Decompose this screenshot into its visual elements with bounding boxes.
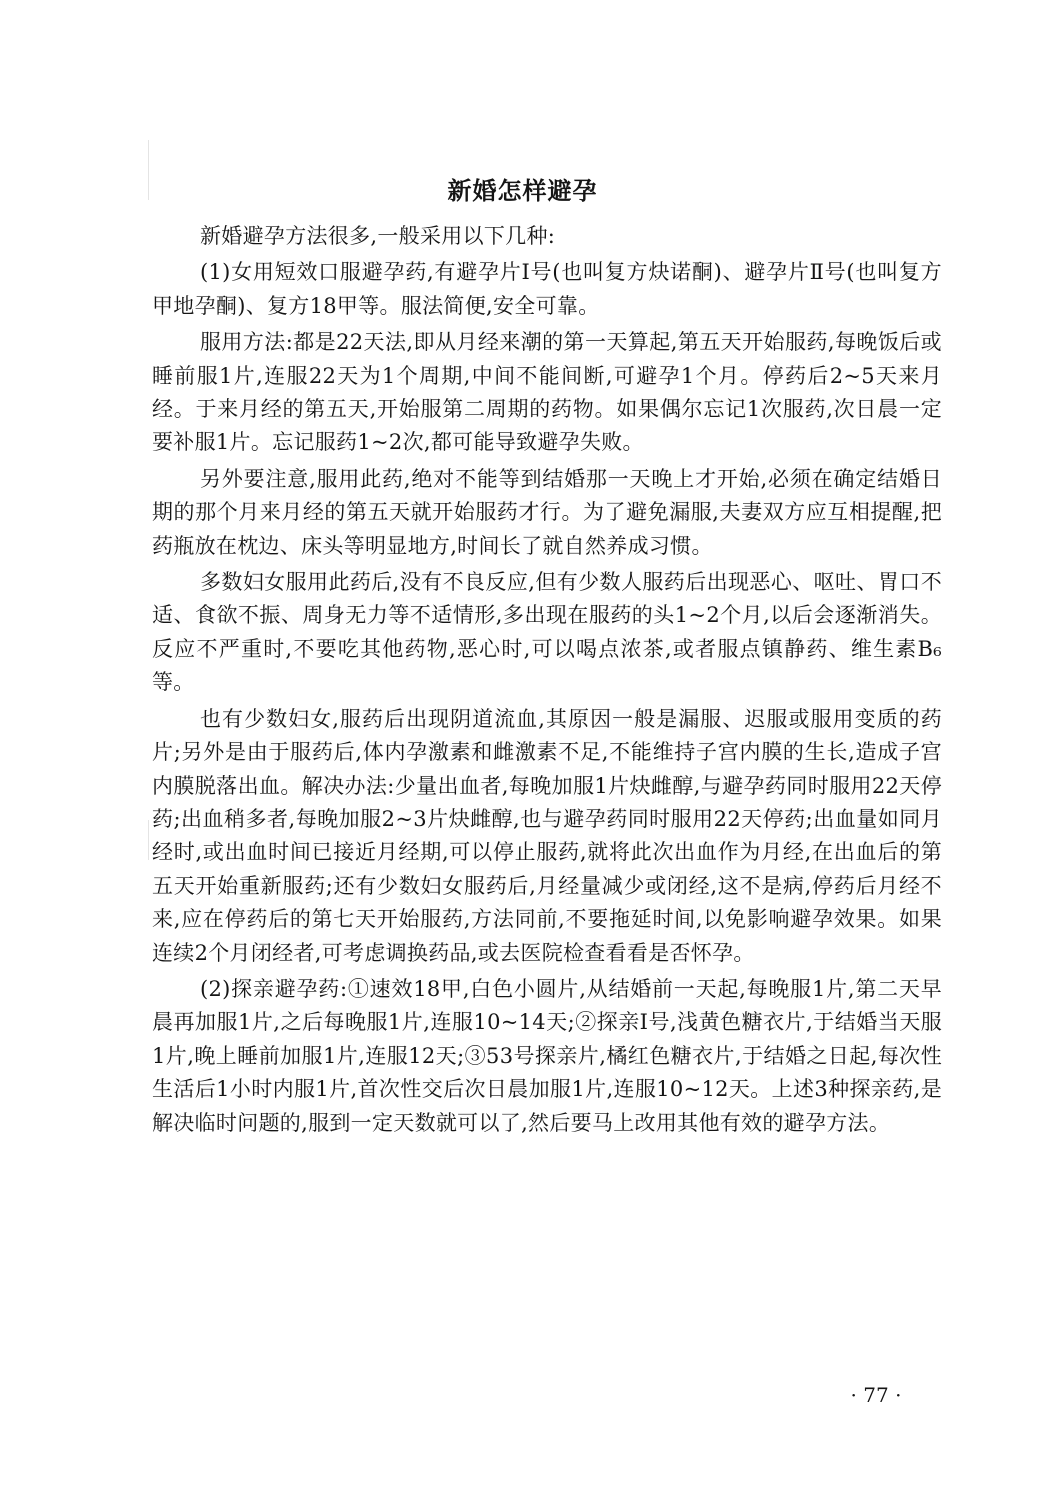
scan-margin-line xyxy=(148,820,149,860)
paragraph-bleeding: 也有少数妇女,服药后出现阴道流血,其原因一般是漏服、迟服或服用变质的药片;另外是由于服药后,体内孕激素和雌激素不足,不能维持子宫内膜的生长,造成子宫内膜脱落出血。解决办法:少量出血者,每晚加服1片炔雌醇,与避孕药同时服用22天停药;出血稍多者,每晚加服2~3片炔雌醇,也与避孕药同时服用22天停药;出血量如同月经时,或出血时间已接近月经期,可以停止服药,就将此次出血作为月经,在出血后的第五天开始重新服药;还有少数妇女服药后,月经量减少或闭经,这不是病,停药后月经不来,应在停药后的第七天开始服药,方法同前,不要拖延时间,以免影响避孕效果。如果连续2个月闭经者,可考虑调换药品,或去医院检查看看是否怀孕。 xyxy=(152,706,942,965)
paragraph-method-1: (1)女用短效口服避孕药,有避孕片Ⅰ号(也叫复方炔诺酮)、避孕片Ⅱ号(也叫复方甲地孕酮)、复方18甲等。服法简便,安全可靠。 xyxy=(152,260,942,318)
page-number: · 77 · xyxy=(850,1383,902,1407)
paragraph-side-effects: 多数妇女服用此药后,没有不良反应,但有少数人服药后出现恶心、呕吐、胃口不适、食欲不振、周身无力等不适情形,多出现在服药的头1~2个月,以后会逐渐消失。反应不严重时,不要吃其他药物,恶心时,可以喝点浓茶,或者服点镇静药、维生素B₆等。 xyxy=(152,570,942,695)
body-text xyxy=(152,220,942,1143)
paragraph-method-2: (2)探亲避孕药:①速效18甲,白色小圆片,从结婚前一天起,每晚服1片,第二天早晨再加服1片,之后每晚服1片,连服10~14天;②探亲Ⅰ号,浅黄色糖衣片,于结婚当天服1片,晚上睡前加服1片,连服12天;③53号探亲片,橘红色糖衣片,于结婚之日起,每次性生活后1小时内服1片,首次性交后次日晨加服1片,连服10~12天。上述3种探亲药,是解决临时问题的,服到一定天数就可以了,然后要马上改用其他有效的避孕方法。 xyxy=(152,976,942,1135)
page-title: 新婚怎样避孕 xyxy=(447,177,598,206)
paragraph-intro: 新婚避孕方法很多,一般采用以下几种: xyxy=(200,224,556,248)
paragraph-usage: 服用方法:都是22天法,即从月经来潮的第一天算起,第五天开始服药,每晚饭后或睡前服1片,连服22天为1个周期,中间不能间断,可避孕1个月。停药后2~5天来月经。于来月经的第五天,开始服第二周期的药物。如果偶尔忘记1次服药,次日晨一定要补服1片。忘记服药1~2次,都可能导致避孕失败。 xyxy=(152,330,942,455)
paragraph-attention: 另外要注意,服用此药,绝对不能等到结婚那一天晚上才开始,必须在确定结婚日期的那个月来月经的第五天就开始服药才行。为了避免漏服,夫妻双方应互相提醒,把药瓶放在枕边、床头等明显地方,时间长了就自然养成习惯。 xyxy=(152,466,942,558)
